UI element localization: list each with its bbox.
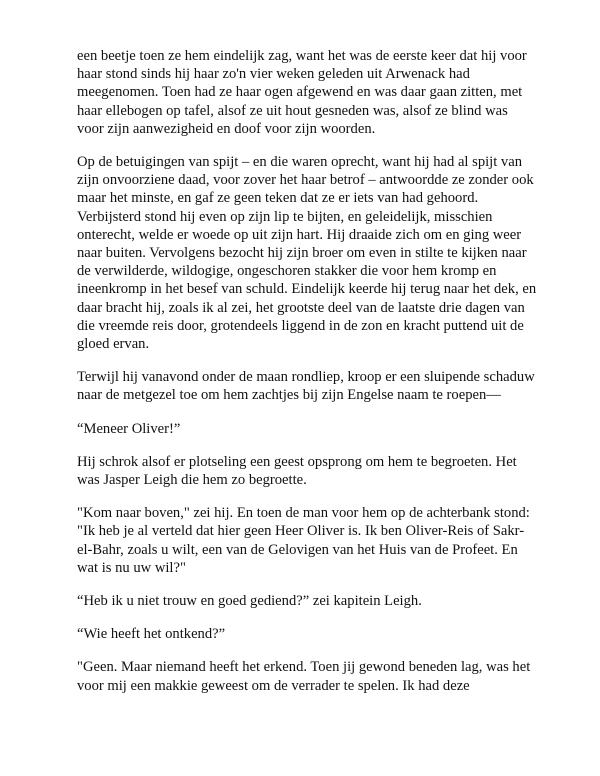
paragraph-7: “Heb ik u niet trouw en goed gediend?” zei kapitein Leigh. [77, 593, 422, 610]
document-page [77, 47, 537, 710]
paragraph-6: "Kom naar boven," zei hij. En toen de man voor hem op de achterbank stond: "Ik heb je al verteld dat hier geen Heer Oliver is. Ik ben Oliver-Reis of Sakr-el-Bahr, zoals u wilt, een van de Gelovigen van het Huis van de Profeet. En wat is nu uw wil?" [77, 505, 530, 576]
paragraph-2: Op de betuigingen van spijt – en die waren oprecht, want hij had al spijt van zijn onvoorziene daad, voor zover het haar betrof – antwoordde ze zonder ook maar het minste, en gaf ze geen teken dat ze er iets van had gehoord. Verbijsterd stond hij even op zijn lip te bijten, en geleidelijk, misschien onterecht, welde er woede op uit zijn hart. Hij draaide zich om en ging weer naar buiten. Vervolgens bezocht hij zijn broer om even in stilte te kijken naar de verwilderde, wildogige, ongeschoren stakker die voor hem kromp en ineenkromp in het besef van schuld. Eindelijk keerde hij terug naar het dek, en daar bracht hij, zoals ik al zei, het grootste deel van de laatste drie dagen van die vreemde reis door, grotendeels liggend in de zon en kracht puttend uit de gloed ervan. [77, 154, 537, 353]
paragraph-5: Hij schrok alsof er plotseling een geest opsprong om hem te begroeten. Het was Jasper Leigh die hem zo begroette. [77, 453, 517, 489]
paragraph-9: "Geen. Maar niemand heeft het erkend. Toen jij gewond beneden lag, was het voor mij een makkie geweest om de verrader te spelen. Ik had deze [77, 659, 531, 694]
paragraph-4: “Meneer Oliver!” [77, 420, 181, 437]
paragraph-8: “Wie heeft het ontkend?” [77, 626, 226, 643]
paragraph-3: Terwijl hij vanavond onder de maan rondliep, kroop er een sluipende schaduw naar de metgezel toe om hem zachtjes bij zijn Engelse naam te roepen— [77, 369, 535, 404]
paragraph-1: een beetje toen ze hem eindelijk zag, want het was de eerste keer dat hij voor haar stond sinds hij haar zo'n vier weken geleden uit Arwenack had meegenomen. Toen had ze haar ogen afgewend en was daar gaan zitten, met haar ellebogen op tafel, alsof ze uit hout gesneden was, alsof ze blind was voor zijn aanwezigheid en doof voor zijn woorden. [77, 48, 527, 137]
